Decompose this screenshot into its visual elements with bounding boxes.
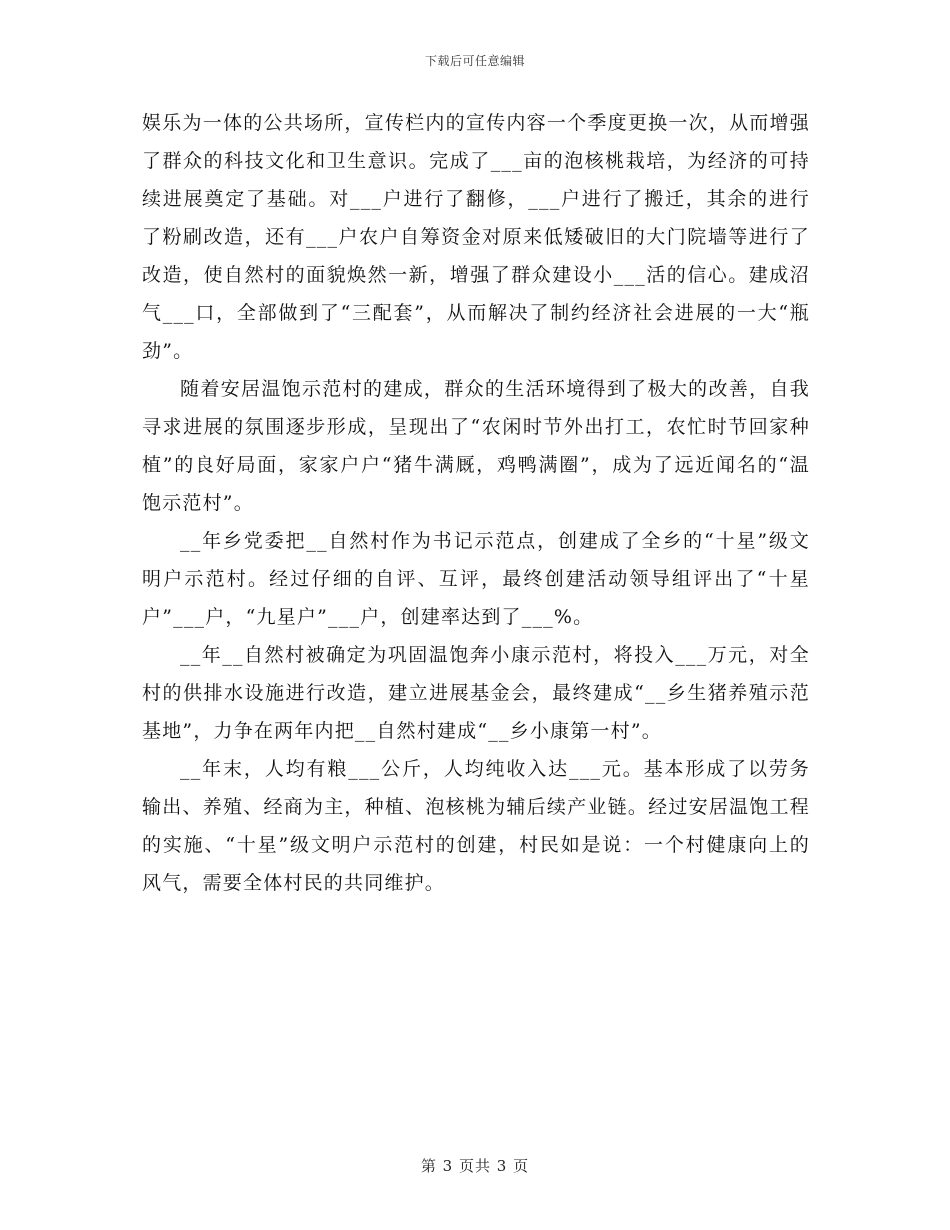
document-body bbox=[142, 104, 810, 902]
page-number: 第 3 页共 3 页 bbox=[420, 1157, 530, 1175]
paragraph-living-environment: 随着安居温饱示范村的建成，群众的生活环境得到了极大的改善，自我寻求进展的氛围逐步形成，呈现出了“农闲时节外出打工，农忙时节回家种植”的良好局面，家家户户“猪牛满厩，鸡鸭满圈”，成为了远近闻名的“温饱示范村”。 bbox=[142, 378, 810, 514]
paragraph-ten-star-village: __年乡党委把__自然村作为书记示范点，创建成了全乡的“十星”级文明户示范村。经过仔细的自评、互评，最终创建活动领导组评出了“十星户”___户，“九星户”___户，创建率达到了___%。 bbox=[142, 530, 810, 628]
paragraph-continuation: 娱乐为一体的公共场所，宣传栏内的宣传内容一个季度更换一次，从而增强了群众的科技文化和卫生意识。完成了___亩的泡核桃栽培，为经济的可持续进展奠定了基础。对___户进行了翻修，___户进行了搬迁，其余的进行了粉刷改造，还有___户农户自筹资金对原来低矮破旧的大门院墙等进行了改造，使自然村的面貌焕然一新，增强了群众建设小___活的信心。建成沼气___口，全部做到了“三配套”，从而解决了制约经济社会进展的一大“瓶劲”。 bbox=[142, 112, 810, 362]
paragraph-xiaokang-demo: __年__自然村被确定为巩固温饱奔小康示范村，将投入___万元，对全村的供排水设施进行改造，建立进展基金会，最终建成“__乡生猪养殖示范基地”，力争在两年内把__自然村建成“__乡小康第一村”。 bbox=[142, 644, 810, 742]
paragraph-year-end-summary: __年末，人均有粮___公斤，人均纯收入达___元。基本形成了以劳务输出、养殖、经商为主，种植、泡核桃为辅后续产业链。经过安居温饱工程的实施、“十星”级文明户示范村的创建，村民如是说：一个村健康向上的风气，需要全体村民的共同维护。 bbox=[142, 758, 810, 894]
page-header: 下载后可任意编辑 bbox=[424, 54, 525, 68]
